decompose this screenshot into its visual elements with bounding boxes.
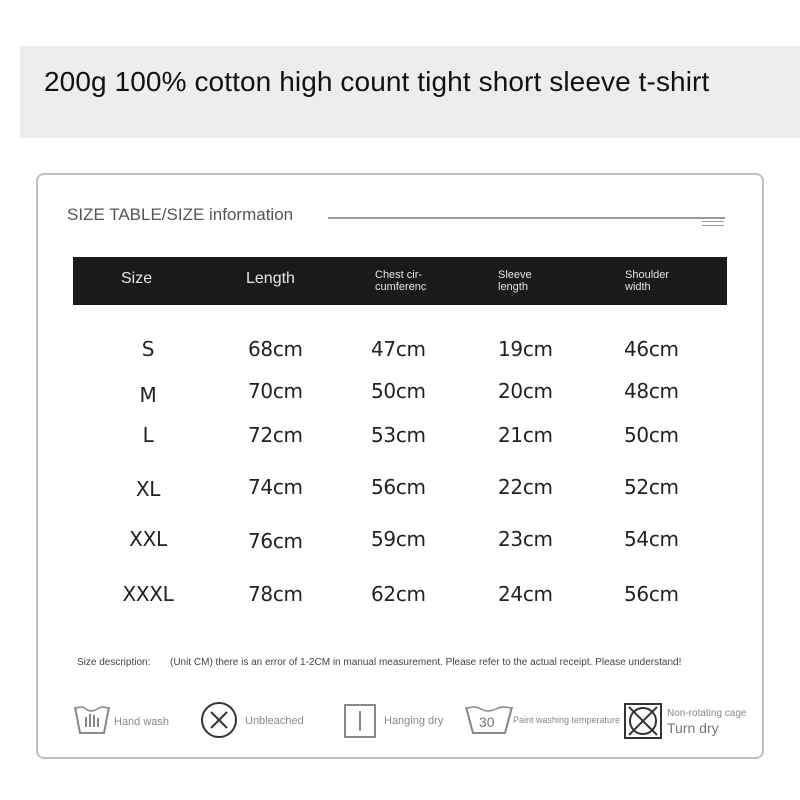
table-row [38,379,762,409]
size-description-text: (Unit CM) there is an error of 1-2CM in manual measurement. Please refer to the actual receipt. Please understand! [170,657,682,668]
hand-wash-icon [72,701,112,737]
no-tumble-dry-icon [623,702,663,740]
header-chest: Chest cir- cumferenc [375,269,427,293]
cell-shoulder: 54cm [624,527,679,551]
table-row [38,337,762,367]
cell-length: 78cm [248,582,303,606]
cell-chest: 47cm [371,337,426,361]
header-size: Size [121,270,153,287]
table-row [38,423,762,453]
size-table-card [36,173,764,759]
hanging-dry-label: Hanging dry [384,715,444,727]
table-row [38,582,762,612]
cell-chest: 50cm [371,379,426,403]
cell-shoulder: 48cm [624,379,679,403]
wash-temp-value: 30 [479,714,495,730]
header-length: Length [246,270,295,287]
table-header [73,257,727,305]
cell-shoulder: 50cm [624,423,679,447]
title-divider [328,217,725,219]
header-shoulder: Shoulder width [625,269,670,293]
non-rotating-label: Non-rotating cage [667,708,747,719]
turn-dry-label: Turn dry [667,720,719,736]
cell-length: 72cm [248,423,303,447]
menu-lines-icon [702,217,724,229]
title-banner [20,46,800,138]
cell-shoulder: 46cm [624,337,679,361]
product-title: 200g 100% cotton high count tight short sleeve t-shirt [44,66,710,97]
cell-chest: 62cm [371,582,426,606]
cell-size: XXXL [122,582,174,606]
hand-wash-label: Hand wash [114,716,170,728]
unbleached-label: Unbleached [245,715,304,727]
table-row [38,527,762,557]
cell-chest: 53cm [371,423,426,447]
table-row [38,475,762,505]
cell-sleeve: 20cm [498,379,553,403]
size-description-label: Size description: [77,657,151,668]
cell-chest: 59cm [371,527,426,551]
cell-length: 74cm [248,475,303,499]
cell-shoulder: 52cm [624,475,679,499]
header-sleeve: Sleeve length [498,269,532,293]
cell-size: XXL [129,527,167,551]
section-title: SIZE TABLE/SIZE information [67,205,294,224]
cell-sleeve: 23cm [498,527,553,551]
unbleached-icon [200,701,238,739]
cell-sleeve: 22cm [498,475,553,499]
cell-size: L [142,423,154,447]
cell-sleeve: 19cm [498,337,553,361]
cell-sleeve: 21cm [498,423,553,447]
cell-shoulder: 56cm [624,582,679,606]
cell-length: 68cm [248,337,303,361]
cell-size: XL [135,477,161,501]
cell-length: 70cm [248,379,303,403]
hanging-dry-icon [343,703,377,739]
cell-size: S [141,337,155,361]
cell-sleeve: 24cm [498,582,553,606]
cell-chest: 56cm [371,475,426,499]
wash-temp-label: Paint washing temperature [513,715,621,725]
cell-length: 76cm [248,529,303,553]
cell-size: M [139,383,157,407]
